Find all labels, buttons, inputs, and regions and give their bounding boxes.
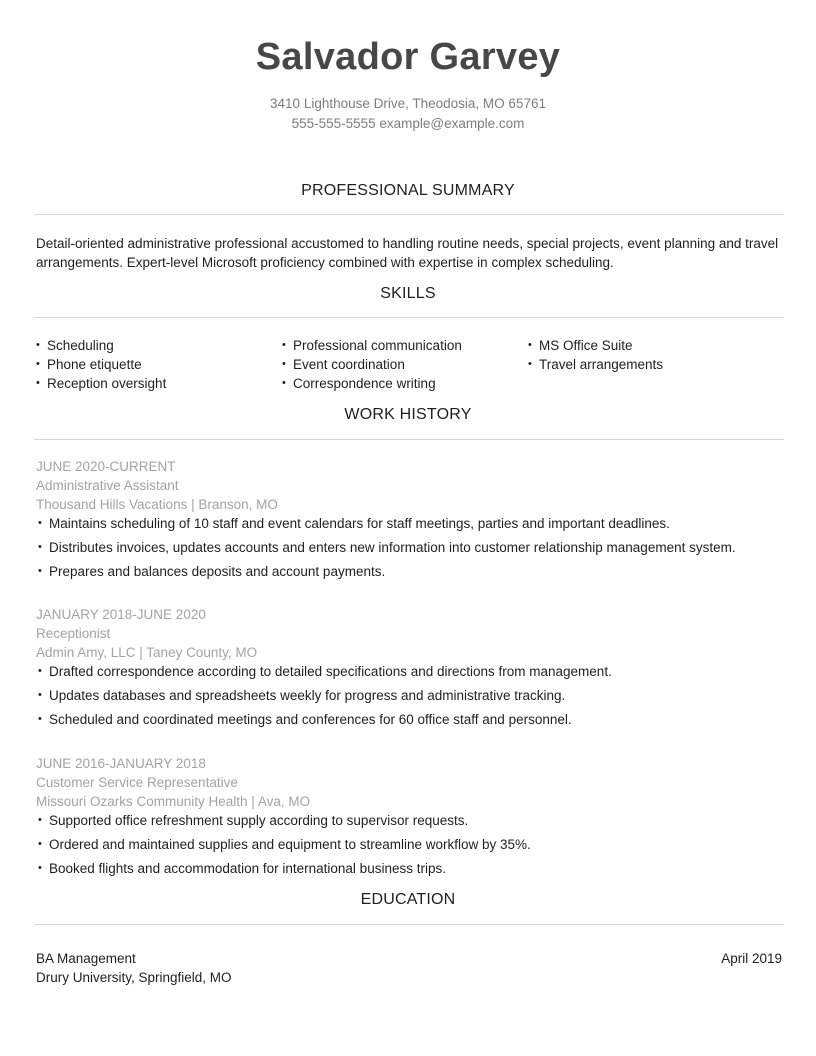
skill-item: • Phone etiquette [36,355,166,374]
job-bullet: • Booked flights and accommodation for international business trips. [36,859,786,878]
skill-item: • Travel arrangements [528,355,663,374]
job-bullet: • Ordered and maintained supplies and equipment to streamline workflow by 35%. [36,835,786,854]
job-bullet: • Prepares and balances deposits and account payments. [36,562,786,581]
job-bullets [36,514,786,581]
skill-item: • MS Office Suite [528,336,663,355]
job-bullet: • Drafted correspondence according to detailed specifications and directions from management. [36,662,786,681]
job-company: Missouri Ozarks Community Health | Ava, MO [36,794,311,809]
summary-divider [34,214,784,215]
work-history-divider [34,439,784,440]
job-dates: JUNE 2020-CURRENT [36,459,176,474]
job-role: Customer Service Representative [36,775,238,790]
summary-heading: PROFESSIONAL SUMMARY [301,182,515,199]
skill-item: • Reception oversight [36,374,166,393]
skills-column-3 [528,336,663,374]
work-history-heading: WORK HISTORY [344,406,472,423]
skill-item: • Event coordination [282,355,462,374]
summary-text: Detail-oriented administrative professional accustomed to handling routine needs, special projects, event planning and travel arrangements. Expert-level Microsoft proficiency combined with expertise in complex scheduling. [36,236,779,270]
skill-item: • Correspondence writing [282,374,462,393]
education-date: April 2019 [721,951,782,966]
education-degree: BA Management [36,951,136,966]
skills-column-1 [36,336,166,393]
job-company: Thousand Hills Vacations | Branson, MO [36,497,278,512]
skill-item: • Professional communication [282,336,462,355]
job-bullet: • Supported office refreshment supply according to supervisor requests. [36,811,786,830]
candidate-name: Salvador Garvey [255,36,561,78]
contact-phone-email: 555-555-5555 example@example.com [291,116,525,131]
job-bullet: • Scheduled and coordinated meetings and conferences for 60 office staff and personnel. [36,710,786,729]
skills-column-2 [282,336,462,393]
skills-divider [34,317,784,318]
job-entry [36,754,786,883]
job-dates: JUNE 2016-JANUARY 2018 [36,756,206,771]
job-entry [36,605,786,734]
job-dates: JANUARY 2018-JUNE 2020 [36,607,206,622]
job-bullet: • Distributes invoices, updates accounts and enters new information into customer relationship management system. [36,538,786,557]
education-divider [34,924,784,925]
job-entry [36,457,786,586]
skills-heading: SKILLS [380,285,436,302]
job-bullets [36,662,786,729]
job-bullet: • Maintains scheduling of 10 staff and event calendars for staff meetings, parties and important deadlines. [36,514,786,533]
job-bullet: • Updates databases and spreadsheets weekly for progress and administrative tracking. [36,686,786,705]
skill-item: • Scheduling [36,336,166,355]
education-school: Drury University, Springfield, MO [36,970,232,985]
job-role: Receptionist [36,626,111,641]
job-company: Admin Amy, LLC | Taney County, MO [36,645,258,660]
education-heading: EDUCATION [360,891,456,908]
education-entry [36,949,232,987]
contact-address: 3410 Lighthouse Drive, Theodosia, MO 65761 [270,96,546,111]
job-bullets [36,811,786,878]
job-role: Administrative Assistant [36,478,179,493]
